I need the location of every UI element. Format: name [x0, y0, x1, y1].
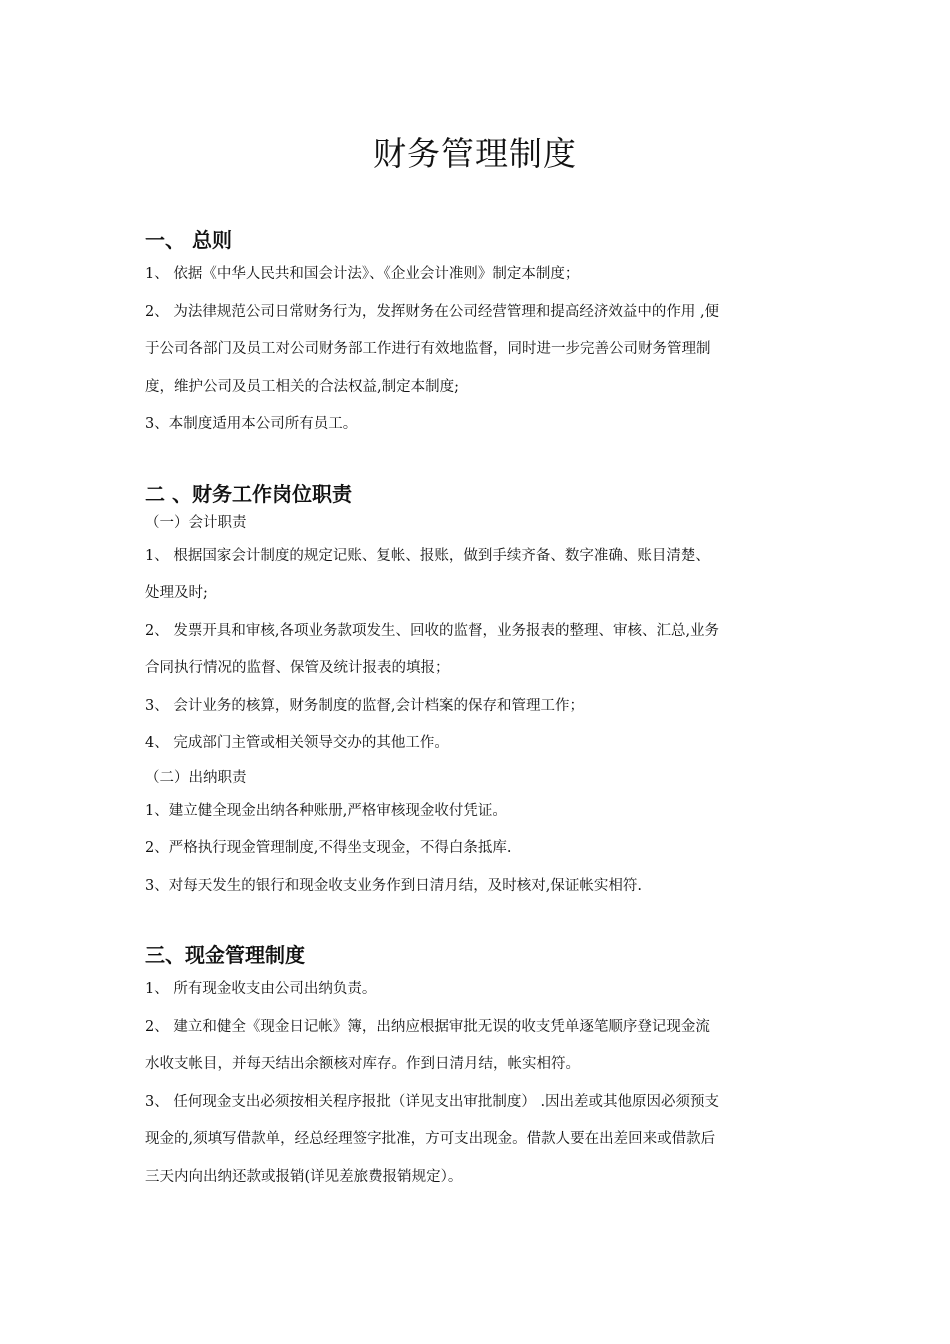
section-heading: 二 、财务工作岗位职责: [145, 481, 352, 506]
subsection-heading: （二）出纳职责: [145, 769, 247, 786]
section-cash-management: [145, 941, 807, 1196]
paragraph-line: 1、 依据《中华人民共和国会计法》、《企业会计准则》制定本制度；: [145, 266, 580, 282]
paragraph-line: 处理及时;: [145, 585, 208, 601]
paragraph-line: 2、 为法律规范公司日常财务行为，发挥财务在公司经营管理和提高经济效益中的作用 ,便: [145, 303, 720, 320]
paragraph-line: 1、 根据国家会计制度的规定记账、复帐、报账，做到手续齐备、数字准确、账目清楚、: [145, 547, 710, 564]
paragraph-line: 于公司各部门及员工对公司财务部工作进行有效地监督，同时进一步完善公司财务管理制: [145, 341, 711, 357]
paragraph-line: 3、对每天发生的银行和现金收支业务作到日清月结，及时核对,保证帐实相符.: [145, 877, 642, 894]
section-heading: 一、 总则: [145, 228, 232, 252]
paragraph-line: 4、 完成部门主管或相关领导交办的其他工作。: [145, 735, 449, 751]
subsection-heading: （一）会计职责: [145, 514, 247, 531]
paragraph-line: 水收支帐目，并每天结出余额核对库存。作到日清月结，帐实相符。: [145, 1056, 580, 1072]
paragraph-line: 2、严格执行现金管理制度,不得坐支现金，不得白条抵库.: [145, 840, 512, 856]
document-title: 财务管理制度: [373, 134, 577, 173]
paragraph-line: 3、 会计业务的核算，财务制度的监督,会计档案的保存和管理工作；: [145, 697, 584, 714]
paragraph-line: 度，维护公司及员工相关的合法权益,制定本制度;: [145, 378, 459, 395]
paragraph-line: 现金的,须填写借款单，经总经理签字批准，方可支出现金。借款人要在出差回来或借款后: [145, 1131, 716, 1147]
paragraph-line: 2、 建立和健全《现金日记帐》簿，出纳应根据审批无误的收支凭单逐笔顺序登记现金流: [145, 1018, 710, 1035]
paragraph-line: 1、 所有现金收支由公司出纳负责。: [145, 981, 377, 997]
paragraph-line: 合同执行情况的监督、保管及统计报表的填报；: [145, 660, 450, 676]
paragraph-line: 1、建立健全现金出纳各种账册,严格审核现金收付凭证。: [145, 802, 507, 819]
section-general: [145, 226, 807, 444]
paragraph-line: 3、 任何现金支出必须按相关程序报批（详见支出审批制度） .因出差或其他原因必须预支: [145, 1093, 720, 1110]
paragraph-line: 2、 发票开具和审核,各项业务款项发生、回收的监督，业务报表的整理、审核、汇总,业务: [145, 622, 720, 639]
paragraph-line: 三天内向出纳还款或报销(详见差旅费报销规定）。: [145, 1168, 463, 1185]
section-duties: [145, 480, 807, 906]
section-heading: 三、现金管理制度: [145, 943, 305, 967]
document-body: [145, 226, 807, 1196]
paragraph-line: 3、本制度适用本公司所有员工。: [145, 416, 358, 432]
